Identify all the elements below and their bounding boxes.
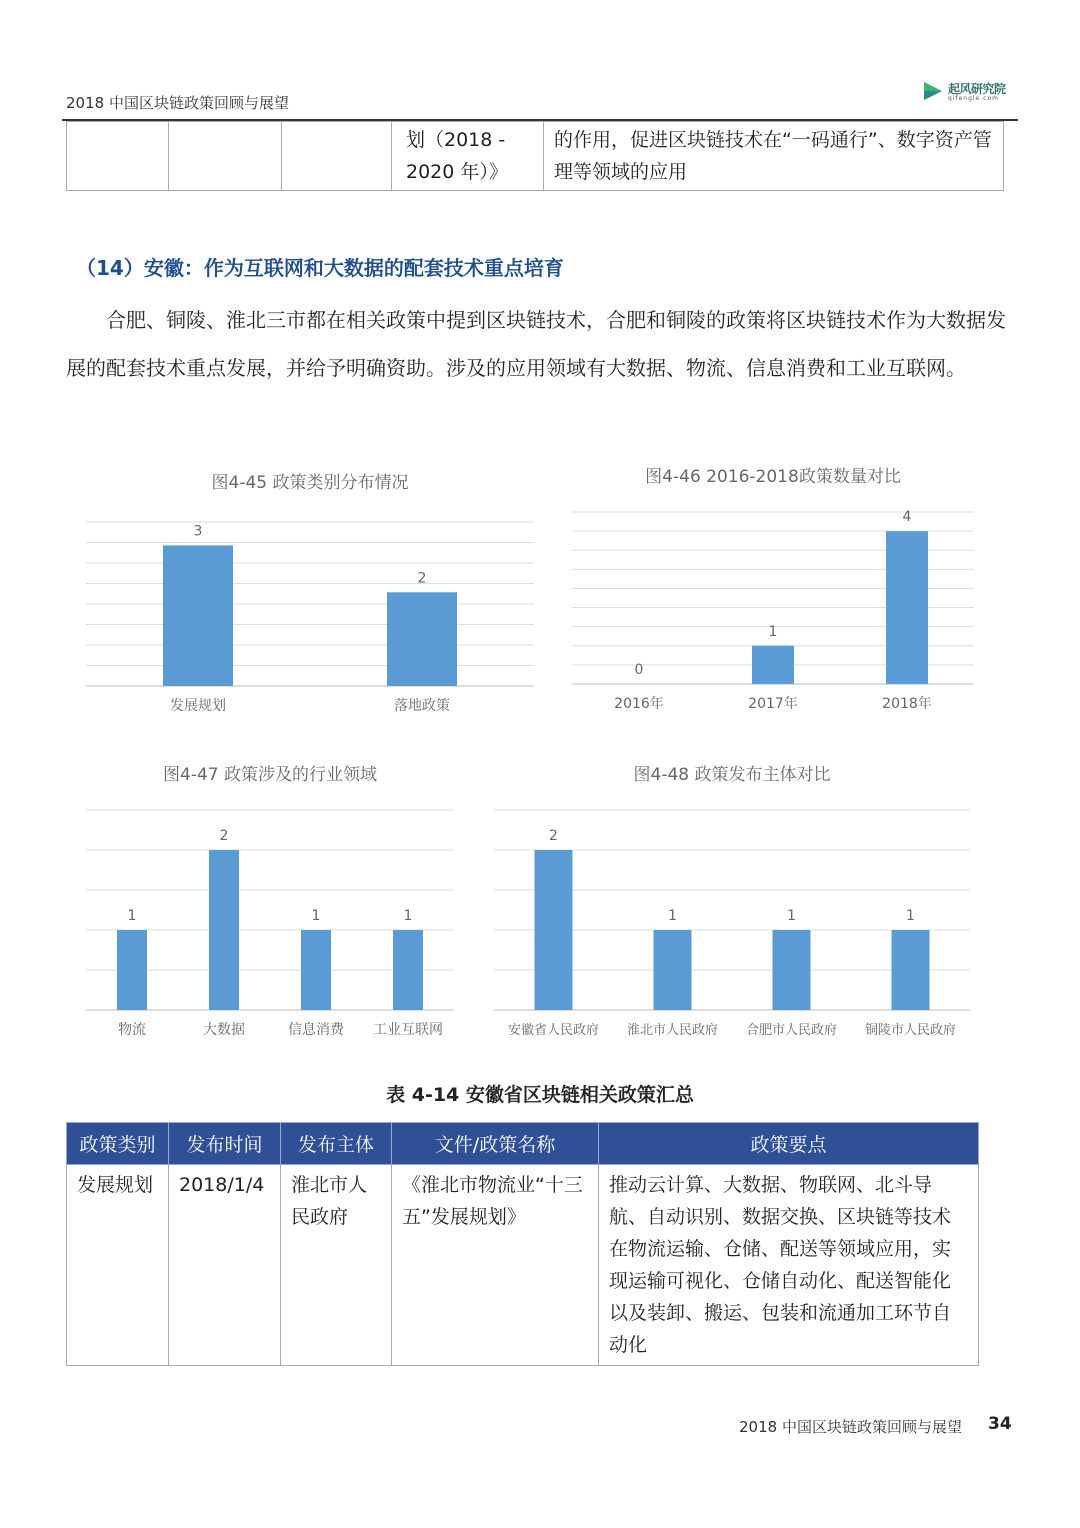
table-cell: 推动云计算、大数据、物联网、北斗导航、自动识别、数据交换、区块链等技术在物流运输、仓储、配送等领域应用，实现运输可视化、仓储自动化、配送智能化以及装卸、搬运、包装和流通加工环节自动化 xyxy=(599,1165,979,1366)
bar xyxy=(163,545,233,686)
tick-label: 合肥市人民政府 xyxy=(745,1023,838,1038)
tick-label: 2018年 xyxy=(882,696,932,712)
chart-policy-issuer xyxy=(490,756,974,1046)
page-header-title: 2018 中国区块链政策回顾与展望 xyxy=(66,94,289,112)
data-label: 2 xyxy=(219,828,229,844)
tick-label: 信息消费 xyxy=(288,1022,344,1038)
body-paragraph: 合肥、铜陵、淮北三市都在相关政策中提到区块链技术，合肥和铜陵的政策将区块链技术作为大数据发展的配套技术重点发展，并给予明确资助。涉及的应用领域有大数据、物流、信息消费和工业互联网。 xyxy=(66,308,1006,380)
continued-table xyxy=(66,121,1004,191)
column-header: 发布时间 xyxy=(169,1123,281,1165)
bar xyxy=(209,850,239,1010)
table-cell xyxy=(67,122,169,191)
tick-label: 大数据 xyxy=(203,1022,245,1038)
bar xyxy=(535,850,573,1010)
data-label: 0 xyxy=(634,662,644,678)
chart-title: 图4-47 政策涉及的行业领域 xyxy=(163,765,377,785)
table-cell: 2018/1/4 xyxy=(169,1165,281,1366)
tick-label: 铜陵市人民政府 xyxy=(864,1023,957,1038)
table-cell: 的作用，促进区块链技术在“一码通行”、数字资产管理等领域的应用 xyxy=(544,122,1004,191)
chart-policy-category xyxy=(80,464,540,724)
table-caption: 表 4-14 安徽省区块链相关政策汇总 xyxy=(386,1084,694,1106)
bar xyxy=(387,592,457,686)
tick-label: 2016年 xyxy=(614,696,664,712)
data-label: 1 xyxy=(768,623,778,640)
tick-label: 淮北市人民政府 xyxy=(626,1023,719,1038)
table-cell: 《淮北市物流业“十三五”发展规划》 xyxy=(392,1165,599,1366)
logo xyxy=(922,78,1012,106)
data-label: 1 xyxy=(311,908,321,924)
chart-svg xyxy=(80,464,540,724)
bar xyxy=(117,930,147,1010)
table-cell xyxy=(169,122,282,191)
chart-policy-count-by-year xyxy=(566,460,980,724)
tick-label: 发展规划 xyxy=(170,698,226,714)
column-header: 文件/政策名称 xyxy=(392,1123,599,1165)
chart-title: 图4-46 2016-2018政策数量对比 xyxy=(645,467,901,487)
data-label: 3 xyxy=(193,523,203,540)
chart-svg xyxy=(80,756,460,1046)
data-label: 1 xyxy=(668,908,677,924)
column-header: 发布主体 xyxy=(281,1123,392,1165)
table-cell: 淮北市人民政府 xyxy=(281,1165,392,1366)
data-label: 1 xyxy=(403,908,413,924)
data-label: 2 xyxy=(417,570,427,587)
table-row xyxy=(67,122,1004,191)
table-cell: 发展规划 xyxy=(67,1165,169,1366)
bar xyxy=(654,930,692,1010)
chart-svg xyxy=(566,460,980,724)
chart-svg xyxy=(490,756,974,1046)
bar xyxy=(886,531,928,684)
tick-label: 物流 xyxy=(118,1022,146,1038)
logo-icon xyxy=(922,80,944,102)
bar xyxy=(773,930,811,1010)
page-footer-title: 2018 中国区块链政策回顾与展望 xyxy=(739,1418,962,1436)
data-label: 4 xyxy=(902,509,912,526)
tick-label: 安徽省人民政府 xyxy=(507,1023,600,1038)
policy-table xyxy=(66,1122,979,1366)
column-header: 政策要点 xyxy=(599,1123,979,1165)
page-number: 34 xyxy=(988,1414,1012,1434)
data-label: 1 xyxy=(787,908,796,924)
bar xyxy=(892,930,930,1010)
bar xyxy=(752,646,794,684)
tick-label: 2017年 xyxy=(748,696,798,712)
section-heading: （14）安徽：作为互联网和大数据的配套技术重点培育 xyxy=(76,256,564,280)
table-row xyxy=(67,1165,979,1366)
bar xyxy=(301,930,331,1010)
table-header-row xyxy=(67,1123,979,1165)
chart-title: 图4-45 政策类别分布情况 xyxy=(211,473,409,493)
data-label: 1 xyxy=(127,908,137,924)
logo-subtext: qifengle.com xyxy=(948,95,999,102)
data-label: 1 xyxy=(906,908,915,924)
column-header: 政策类别 xyxy=(67,1123,169,1165)
table-cell: 划（2018 - 2020 年）》 xyxy=(392,122,544,191)
tick-label: 落地政策 xyxy=(394,698,450,714)
chart-policy-industry xyxy=(80,756,460,1046)
chart-title: 图4-48 政策发布主体对比 xyxy=(633,765,831,785)
data-label: 2 xyxy=(549,828,558,844)
bar xyxy=(393,930,423,1010)
tick-label: 工业互联网 xyxy=(373,1022,443,1038)
table-cell xyxy=(282,122,392,191)
logo-text: 起风研究院 xyxy=(948,82,1006,96)
